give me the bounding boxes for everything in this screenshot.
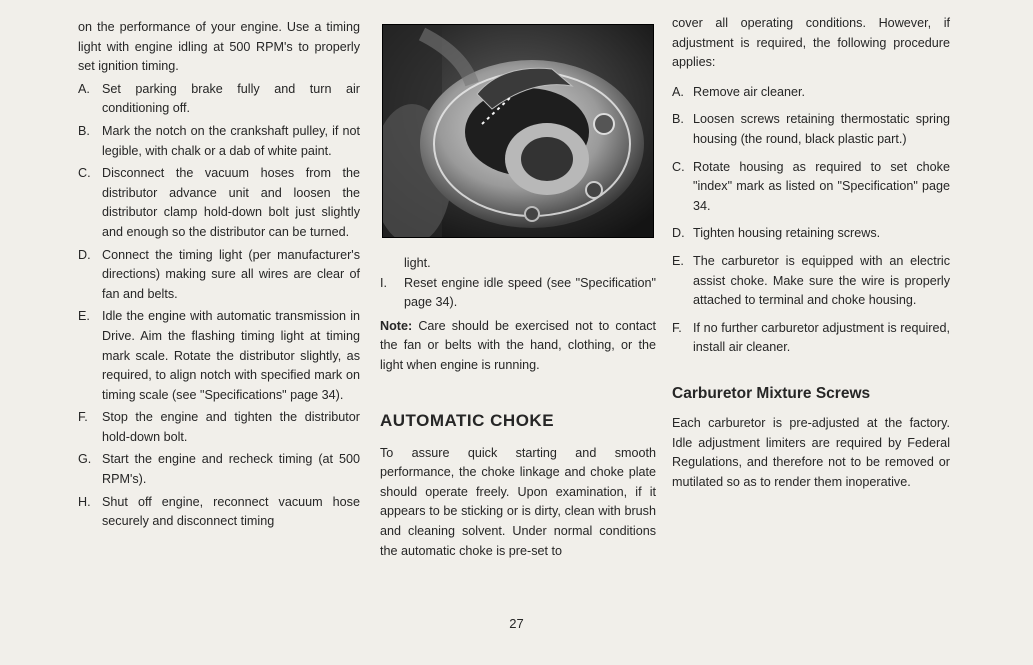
- step-letter: H.: [78, 494, 91, 509]
- column-middle: [380, 10, 656, 561]
- step-text: Rotate housing as required to set choke "index" mark as listed on "Specification" page 34.: [693, 159, 950, 213]
- step-f: [78, 408, 360, 447]
- distributor-photo: [382, 24, 654, 238]
- step-letter: A.: [78, 81, 90, 96]
- step-text: Loosen screws retaining thermostatic spring housing (the round, black plastic part.): [693, 112, 950, 146]
- step-letter: F.: [672, 320, 682, 335]
- step-text: Mark the notch on the crankshaft pulley, if not legible, with chalk or a dab of white paint.: [102, 123, 360, 158]
- step-c: [78, 164, 360, 242]
- step-h: [78, 493, 360, 532]
- step-letter: F.: [78, 410, 88, 425]
- choke-step-c: [672, 158, 950, 217]
- intro-paragraph: cover all operating conditions. However, if adjustment is required, the following procedure applies:: [672, 16, 950, 70]
- step-text: Start the engine and recheck timing (at 500 RPM's).: [102, 452, 360, 487]
- note-text: Care should be exercised not to contact the fan or belts with the hand, clothing, or the light when engine is running.: [380, 318, 656, 372]
- safety-note: [380, 317, 656, 376]
- page-number: 27: [509, 616, 524, 631]
- step-a: [78, 80, 360, 119]
- automatic-choke-paragraph: To assure quick starting and smooth performance, the choke linkage and choke plate should operate freely. Upon examination, if it appears to be sticking or is dirty, clean with brush and cleaning solvent. Under normal conditions the automatic choke is pre-set to: [380, 445, 656, 558]
- step-letter: A.: [672, 84, 684, 99]
- step-letter: G.: [78, 452, 92, 467]
- continuation-text: light.: [404, 256, 431, 270]
- step-letter: D.: [78, 247, 91, 262]
- choke-step-f: [672, 319, 950, 358]
- step-text: Set parking brake fully and turn air conditioning off.: [102, 81, 360, 116]
- step-b: [78, 122, 360, 161]
- column-right: [672, 14, 950, 492]
- step-text: Remove air cleaner.: [693, 84, 805, 99]
- mixture-screws-paragraph: Each carburetor is pre-adjusted at the factory. Idle adjustment limiters are required by Federal Regulations, and therefore not to be removed or mutilated so as to render them inoperative.: [672, 415, 950, 489]
- step-letter: I.: [380, 275, 387, 290]
- step-letter: E.: [78, 309, 90, 324]
- step-text: Idle the engine with automatic transmission in Drive. Aim the flashing timing light at timing mark scale. Rotate the distributor slightly, as required, to align notch with specified mark on timing scale (see "Specifications" page 34).: [102, 309, 360, 402]
- step-letter: B.: [78, 123, 90, 138]
- step-letter: B.: [672, 112, 684, 127]
- choke-step-d: [672, 224, 950, 244]
- step-text: Shut off engine, reconnect vacuum hose securely and disconnect timing: [102, 494, 360, 529]
- step-text: Disconnect the vacuum hoses from the distributor advance unit and loosen the distributor clamp hold-down bolt just slightly and enough so the distributor can be turned.: [102, 166, 360, 239]
- step-d: [78, 246, 360, 305]
- choke-step-e: [672, 252, 950, 311]
- step-text: Stop the engine and tighten the distributor hold-down bolt.: [102, 410, 360, 444]
- step-letter: C.: [672, 159, 685, 174]
- step-text: If no further carburetor adjustment is required, install air cleaner.: [693, 320, 950, 355]
- step-letter: C.: [78, 166, 91, 181]
- choke-step-b: [672, 110, 950, 149]
- step-text: Reset engine idle speed (see "Specification" page 34).: [404, 275, 656, 310]
- step-text: Connect the timing light (per manufacturer's directions) making sure all wires are clear of fan and belts.: [102, 247, 360, 301]
- intro-paragraph: on the performance of your engine. Use a timing light with engine idling at 500 RPM's to properly set ignition timing.: [78, 20, 360, 74]
- section-heading-automatic-choke: AUTOMATIC CHOKE: [380, 410, 555, 430]
- choke-step-a: [672, 83, 950, 103]
- column-left: [78, 18, 360, 535]
- section-heading-carburetor-mixture-screws: Carburetor Mixture Screws: [672, 384, 871, 402]
- step-letter: E.: [672, 253, 684, 268]
- step-i: [380, 274, 656, 313]
- step-e: [78, 307, 360, 405]
- distributor-photo-illustration: [382, 24, 654, 238]
- step-letter: D.: [672, 226, 685, 241]
- step-text: Tighten housing retaining screws.: [693, 226, 881, 241]
- step-text: The carburetor is equipped with an electric assist choke. Make sure the wire is properly attached to terminal and choke housing.: [693, 253, 950, 308]
- note-label: Note:: [380, 318, 413, 333]
- step-g: [78, 450, 360, 489]
